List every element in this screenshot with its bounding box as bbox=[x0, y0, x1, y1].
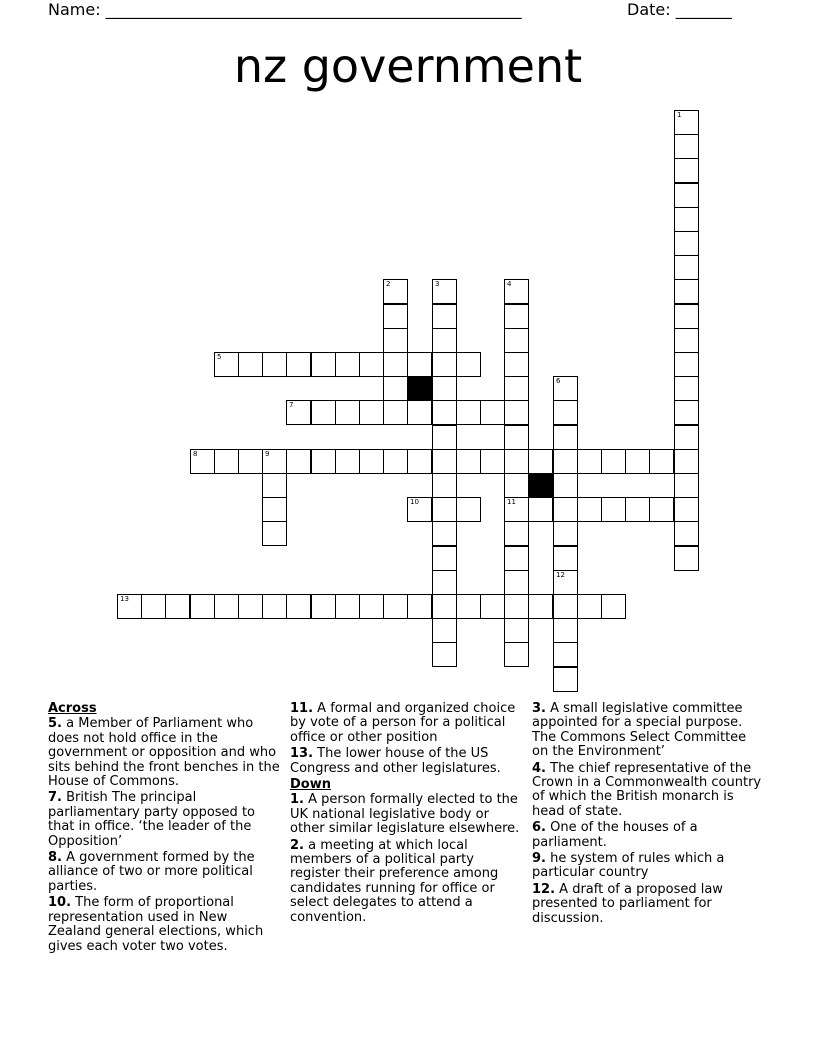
grid-cell[interactable] bbox=[383, 376, 408, 401]
grid-cell[interactable] bbox=[456, 449, 481, 474]
grid-cell[interactable] bbox=[262, 497, 287, 522]
grid-cell[interactable] bbox=[480, 594, 505, 619]
clue-number: 11 bbox=[507, 498, 516, 506]
grid-cell[interactable] bbox=[504, 618, 529, 643]
grid-cell[interactable] bbox=[577, 497, 602, 522]
grid-cell[interactable] bbox=[311, 400, 336, 425]
grid-cell[interactable] bbox=[359, 594, 384, 619]
grid-cell[interactable] bbox=[504, 473, 529, 498]
grid-cell[interactable] bbox=[674, 521, 699, 546]
grid-cell[interactable] bbox=[504, 304, 529, 329]
grid-cell[interactable] bbox=[407, 449, 432, 474]
grid-cell[interactable] bbox=[553, 497, 578, 522]
clues-column-2 bbox=[290, 702, 522, 927]
clue-number: 4 bbox=[507, 280, 512, 288]
grid-cell[interactable] bbox=[214, 449, 239, 474]
grid-cell[interactable] bbox=[190, 594, 215, 619]
clue-number: 1 bbox=[677, 111, 682, 119]
grid-cell[interactable] bbox=[432, 376, 457, 401]
grid-cell[interactable] bbox=[504, 279, 529, 304]
grid-cell[interactable] bbox=[674, 546, 699, 571]
grid-cell[interactable] bbox=[432, 546, 457, 571]
clue-down-2: 2. a meeting at which local members of a political party register their preference among candidates running for office or select delegates to attend a convention. bbox=[290, 837, 499, 925]
grid-cell[interactable] bbox=[432, 618, 457, 643]
grid-cell[interactable] bbox=[456, 352, 481, 377]
grid-cell[interactable] bbox=[359, 352, 384, 377]
grid-cell[interactable] bbox=[335, 449, 360, 474]
clue-number: 5 bbox=[217, 353, 222, 361]
grid-cell[interactable] bbox=[335, 594, 360, 619]
grid-cell[interactable] bbox=[674, 473, 699, 498]
grid-cell[interactable] bbox=[674, 207, 699, 232]
grid-cell[interactable] bbox=[528, 497, 553, 522]
clue-across-5: 5. a Member of Parliament who does not hold office in the government or opposition and who sits behind the front benches in the House of Commons. bbox=[48, 716, 280, 790]
grid-cell[interactable] bbox=[262, 352, 287, 377]
clues-column-3 bbox=[532, 702, 764, 928]
clue-down-1: 1. A person formally elected to the UK national legislative body or other similar legislature elsewhere. bbox=[290, 792, 520, 837]
grid-cell[interactable] bbox=[504, 376, 529, 401]
grid-cell[interactable] bbox=[407, 400, 432, 425]
grid-cell[interactable] bbox=[432, 521, 457, 546]
grid-cell[interactable] bbox=[165, 594, 190, 619]
grid-cell[interactable] bbox=[407, 352, 432, 377]
grid-cell[interactable] bbox=[286, 352, 311, 377]
clue-number: 3 bbox=[435, 280, 440, 288]
grid-cell[interactable] bbox=[649, 497, 674, 522]
grid-cell[interactable] bbox=[674, 352, 699, 377]
down-heading: Down bbox=[290, 777, 331, 793]
grid-cell[interactable] bbox=[504, 425, 529, 450]
date-field-label: Date: _______ bbox=[627, 0, 732, 19]
grid-cell[interactable] bbox=[262, 594, 287, 619]
grid-cell[interactable] bbox=[674, 376, 699, 401]
grid-cell[interactable] bbox=[432, 642, 457, 667]
grid-cell[interactable] bbox=[383, 328, 408, 353]
grid-cell[interactable] bbox=[674, 255, 699, 280]
grid-cell[interactable] bbox=[311, 352, 336, 377]
grid-cell[interactable] bbox=[359, 400, 384, 425]
clue-across-13: 13. The lower house of the US Congress and other legislatures. bbox=[290, 746, 501, 776]
puzzle-title: nz government bbox=[233, 39, 583, 93]
grid-cell[interactable] bbox=[238, 449, 263, 474]
grid-cell[interactable] bbox=[432, 279, 457, 304]
grid-cell[interactable] bbox=[480, 400, 505, 425]
grid-cell[interactable] bbox=[432, 328, 457, 353]
grid-cell[interactable] bbox=[432, 352, 457, 377]
grid-cell[interactable] bbox=[383, 279, 408, 304]
grid-cell[interactable] bbox=[238, 352, 263, 377]
grid-cell[interactable] bbox=[383, 352, 408, 377]
clue-number: 13 bbox=[120, 595, 129, 603]
grid-cell[interactable] bbox=[674, 158, 699, 183]
grid-cell[interactable] bbox=[504, 546, 529, 571]
grid-cell[interactable] bbox=[141, 594, 166, 619]
clue-number: 8 bbox=[193, 450, 198, 458]
grid-cell[interactable] bbox=[383, 594, 408, 619]
grid-cell[interactable] bbox=[674, 425, 699, 450]
clue-number: 10 bbox=[410, 498, 419, 506]
clue-number: 2 bbox=[386, 280, 391, 288]
grid-cell[interactable] bbox=[553, 425, 578, 450]
grid-cell[interactable] bbox=[335, 352, 360, 377]
clues-column-1 bbox=[48, 702, 280, 956]
grid-cell[interactable] bbox=[311, 594, 336, 619]
clue-number: 6 bbox=[556, 377, 561, 385]
grid-cell[interactable] bbox=[553, 570, 578, 595]
grid-cell[interactable] bbox=[504, 570, 529, 595]
name-field-label: Name: ____________________________________________________ bbox=[48, 0, 522, 19]
grid-cell[interactable] bbox=[214, 594, 239, 619]
grid-cell[interactable] bbox=[553, 473, 578, 498]
grid-cell[interactable] bbox=[674, 231, 699, 256]
grid-cell[interactable] bbox=[456, 400, 481, 425]
grid-cell[interactable] bbox=[432, 473, 457, 498]
grid-cell[interactable] bbox=[553, 400, 578, 425]
grid-cell[interactable] bbox=[674, 449, 699, 474]
grid-cell[interactable] bbox=[528, 449, 553, 474]
clue-down-9: 9. he system of rules which a particular country bbox=[532, 851, 725, 881]
grid-cell[interactable] bbox=[504, 400, 529, 425]
grid-cell[interactable] bbox=[238, 594, 263, 619]
grid-cell[interactable] bbox=[504, 328, 529, 353]
grid-cell[interactable] bbox=[553, 642, 578, 667]
grid-cell[interactable] bbox=[601, 449, 626, 474]
clue-across-10: 10. The form of proportional representation used in New Zealand general elections, which gives each voter two votes. bbox=[48, 895, 264, 954]
grid-cell[interactable] bbox=[383, 304, 408, 329]
grid-cell[interactable] bbox=[504, 352, 529, 377]
grid-cell[interactable] bbox=[674, 110, 699, 135]
clue-down-6: 6. One of the houses of a parliament. bbox=[532, 820, 698, 850]
grid-cell[interactable] bbox=[432, 425, 457, 450]
grid-cell[interactable] bbox=[504, 449, 529, 474]
grid-cell[interactable] bbox=[214, 352, 239, 377]
grid-cell[interactable] bbox=[625, 497, 650, 522]
grid-cell[interactable] bbox=[407, 497, 432, 522]
clue-number: 9 bbox=[265, 450, 270, 458]
grid-cell[interactable] bbox=[674, 304, 699, 329]
grid-cell[interactable] bbox=[553, 521, 578, 546]
grid-cell[interactable] bbox=[601, 497, 626, 522]
grid-cell[interactable] bbox=[480, 449, 505, 474]
grid-cell[interactable] bbox=[286, 594, 311, 619]
grid-cell[interactable] bbox=[456, 594, 481, 619]
grid-cell[interactable] bbox=[674, 183, 699, 208]
grid-black-cell bbox=[407, 376, 432, 401]
grid-cell[interactable] bbox=[674, 279, 699, 304]
grid-cell[interactable] bbox=[528, 594, 553, 619]
grid-cell[interactable] bbox=[432, 594, 457, 619]
grid-cell[interactable] bbox=[553, 449, 578, 474]
grid-cell[interactable] bbox=[383, 449, 408, 474]
clue-down-12: 12. A draft of a proposed law presented to parliament for discussion. bbox=[532, 881, 723, 926]
grid-cell[interactable] bbox=[625, 449, 650, 474]
grid-cell[interactable] bbox=[553, 618, 578, 643]
grid-cell[interactable] bbox=[117, 594, 142, 619]
clue-number: 12 bbox=[556, 571, 565, 579]
grid-cell[interactable] bbox=[504, 594, 529, 619]
grid-cell[interactable] bbox=[286, 400, 311, 425]
across-heading: Across bbox=[48, 701, 97, 716]
clue-across-11: 11. A formal and organized choice by vote of a person for a political office or other position bbox=[290, 701, 516, 745]
grid-cell[interactable] bbox=[432, 400, 457, 425]
grid-cell[interactable] bbox=[674, 400, 699, 425]
grid-cell[interactable] bbox=[432, 570, 457, 595]
grid-cell[interactable] bbox=[407, 594, 432, 619]
clue-number: 7 bbox=[289, 401, 294, 409]
clue-down-4: 4. The chief representative of the Crown in a Commonwealth country of which the British monarch is head of state. bbox=[532, 760, 762, 819]
grid-cell[interactable] bbox=[262, 521, 287, 546]
grid-cell[interactable] bbox=[359, 449, 384, 474]
grid-cell[interactable] bbox=[432, 497, 457, 522]
grid-cell[interactable] bbox=[553, 546, 578, 571]
grid-cell[interactable] bbox=[504, 521, 529, 546]
grid-cell[interactable] bbox=[601, 594, 626, 619]
grid-cell[interactable] bbox=[335, 400, 360, 425]
grid-cell[interactable] bbox=[311, 449, 336, 474]
grid-cell[interactable] bbox=[674, 497, 699, 522]
grid-cell[interactable] bbox=[456, 497, 481, 522]
grid-cell[interactable] bbox=[553, 594, 578, 619]
grid-cell[interactable] bbox=[504, 642, 529, 667]
grid-cell[interactable] bbox=[262, 473, 287, 498]
grid-cell[interactable] bbox=[649, 449, 674, 474]
clue-across-7: 7. British The principal parliamentary party opposed to that in office. ‘the leader of the Opposition’ bbox=[48, 790, 255, 849]
grid-cell[interactable] bbox=[553, 667, 578, 692]
grid-cell[interactable] bbox=[674, 134, 699, 159]
grid-cell[interactable] bbox=[577, 594, 602, 619]
grid-cell[interactable] bbox=[504, 497, 529, 522]
grid-cell[interactable] bbox=[432, 449, 457, 474]
grid-cell[interactable] bbox=[190, 449, 215, 474]
clue-down-3: 3. A small legislative committee appointed for a special purpose. The Commons Select Committee on the Environment’ bbox=[532, 701, 747, 760]
grid-cell[interactable] bbox=[262, 449, 287, 474]
grid-black-cell bbox=[528, 473, 553, 498]
grid-cell[interactable] bbox=[674, 328, 699, 353]
grid-cell[interactable] bbox=[286, 449, 311, 474]
grid-cell[interactable] bbox=[383, 400, 408, 425]
clue-across-8: 8. A government formed by the alliance of two or more political parties. bbox=[48, 850, 255, 894]
grid-cell[interactable] bbox=[553, 376, 578, 401]
grid-cell[interactable] bbox=[577, 449, 602, 474]
grid-cell[interactable] bbox=[432, 304, 457, 329]
